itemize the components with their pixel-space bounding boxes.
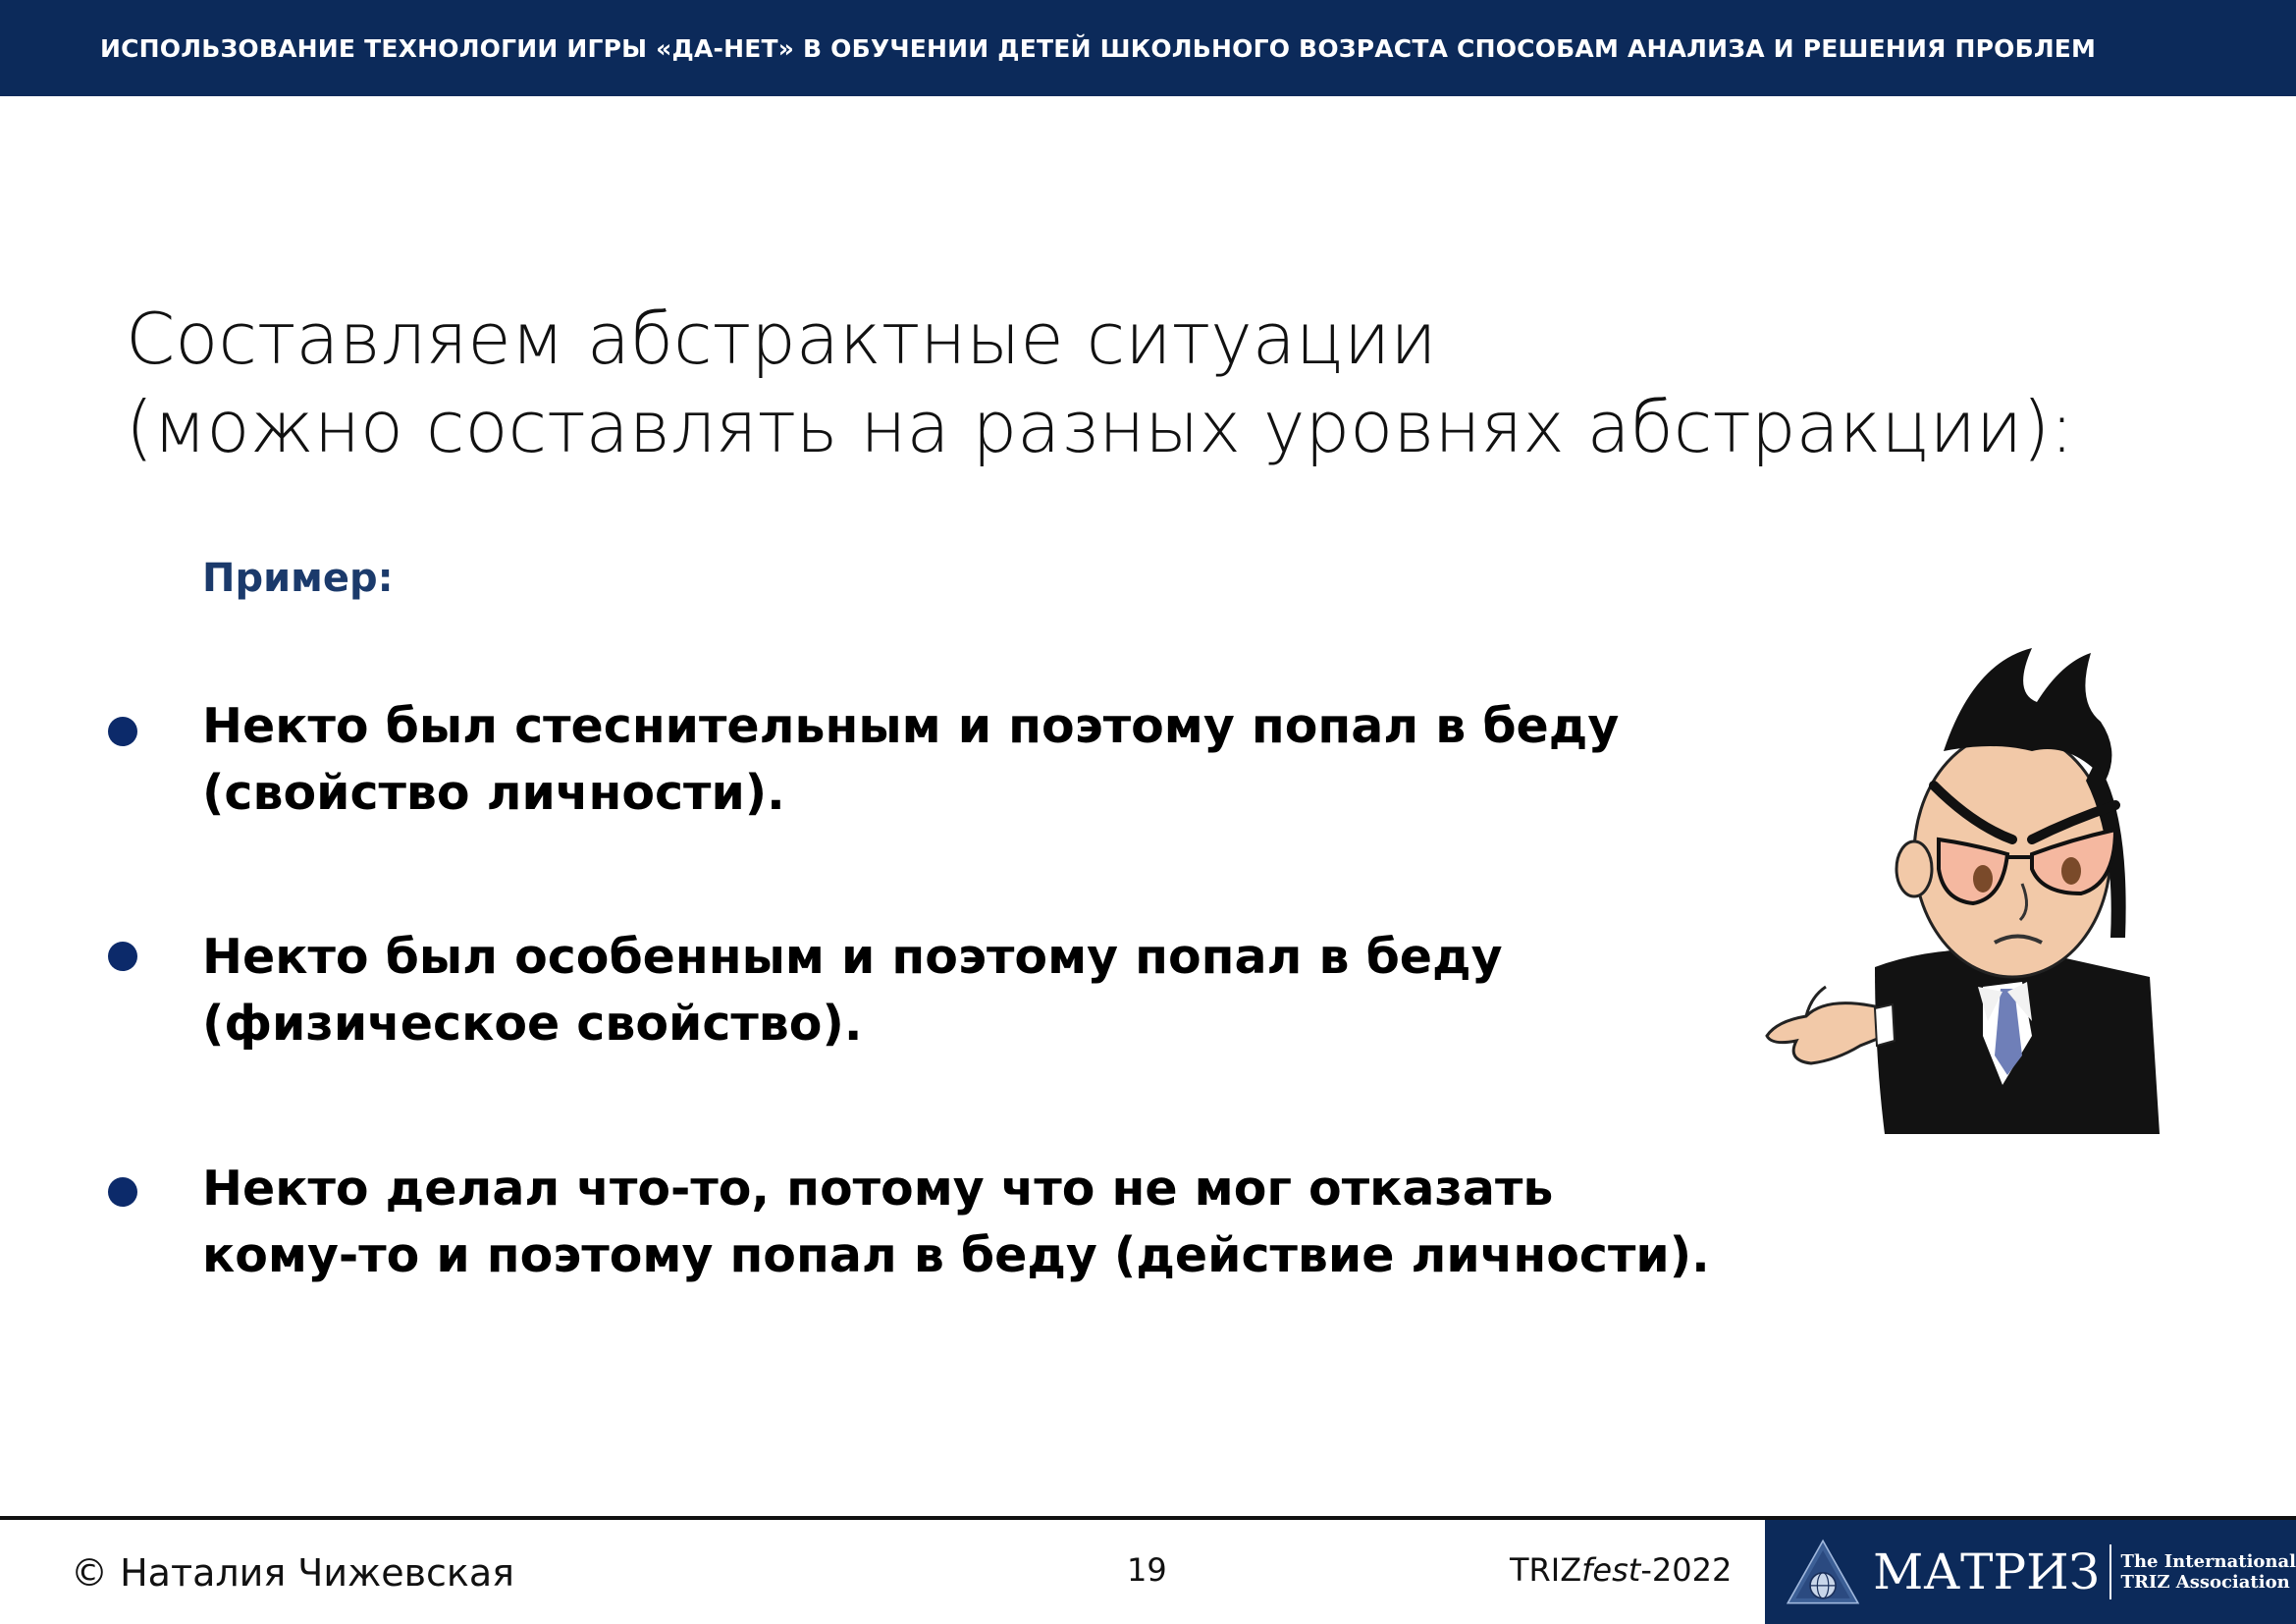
bullet-dot-icon: [108, 717, 137, 746]
header-bar: [0, 0, 2296, 96]
bullet-text: [202, 693, 1619, 827]
brand-sub-line: TRIZ Association: [2120, 1572, 2290, 1593]
bullet-line: Некто делал что-то, потому что не мог отказать: [202, 1161, 1554, 1217]
triangle-globe-icon: [1785, 1530, 1861, 1614]
event-italic: fest: [1581, 1551, 1641, 1589]
brand-subtitle: [2121, 1551, 2296, 1593]
presentation-title: ИСПОЛЬЗОВАНИЕ ТЕХНОЛОГИИ ИГРЫ «ДА-НЕТ» В ОБУЧЕНИИ ДЕТЕЙ ШКОЛЬНОГО ВОЗРАСТА СПОСОБАМ АНАЛИЗА И РЕШЕНИЯ ПРОБЛЕМ: [100, 33, 2097, 63]
cartoon-professor-icon: [1737, 643, 2169, 1154]
matriz-logo: [1765, 1520, 2296, 1624]
example-label: Пример:: [202, 556, 394, 601]
brand-name: МАТРИЗ: [1873, 1543, 2100, 1600]
bullet-dot-icon: [108, 942, 137, 971]
bullet-line: Некто был стеснительным и поэтому попал в беду: [202, 698, 1620, 754]
event-suffix: -2022: [1640, 1551, 1733, 1589]
bullet-text: [202, 924, 1503, 1057]
bullet-dot-icon: [108, 1177, 137, 1207]
event-name: [1510, 1551, 1732, 1589]
heading-line-2: (можно составлять на разных уровнях абстракции):: [126, 386, 2074, 468]
slide-heading: [126, 295, 2074, 471]
brand-separator: [2109, 1544, 2111, 1599]
page-number: 19: [1127, 1551, 1167, 1589]
heading-line-1: Составляем абстрактные ситуации: [126, 298, 1437, 380]
bullet-line: кому-то и поэтому попал в беду (действие личности).: [202, 1227, 1710, 1283]
bullet-line: (физическое свойство).: [202, 996, 863, 1052]
brand-sub-line: The International: [2120, 1551, 2296, 1572]
event-prefix: TRIZ: [1510, 1551, 1582, 1589]
author-credit: © Наталия Чижевская: [71, 1551, 515, 1595]
bullet-line: Некто был особенным и поэтому попал в беду: [202, 929, 1503, 985]
bullet-text: [202, 1156, 1710, 1289]
bullet-line: (свойство личности).: [202, 765, 785, 821]
